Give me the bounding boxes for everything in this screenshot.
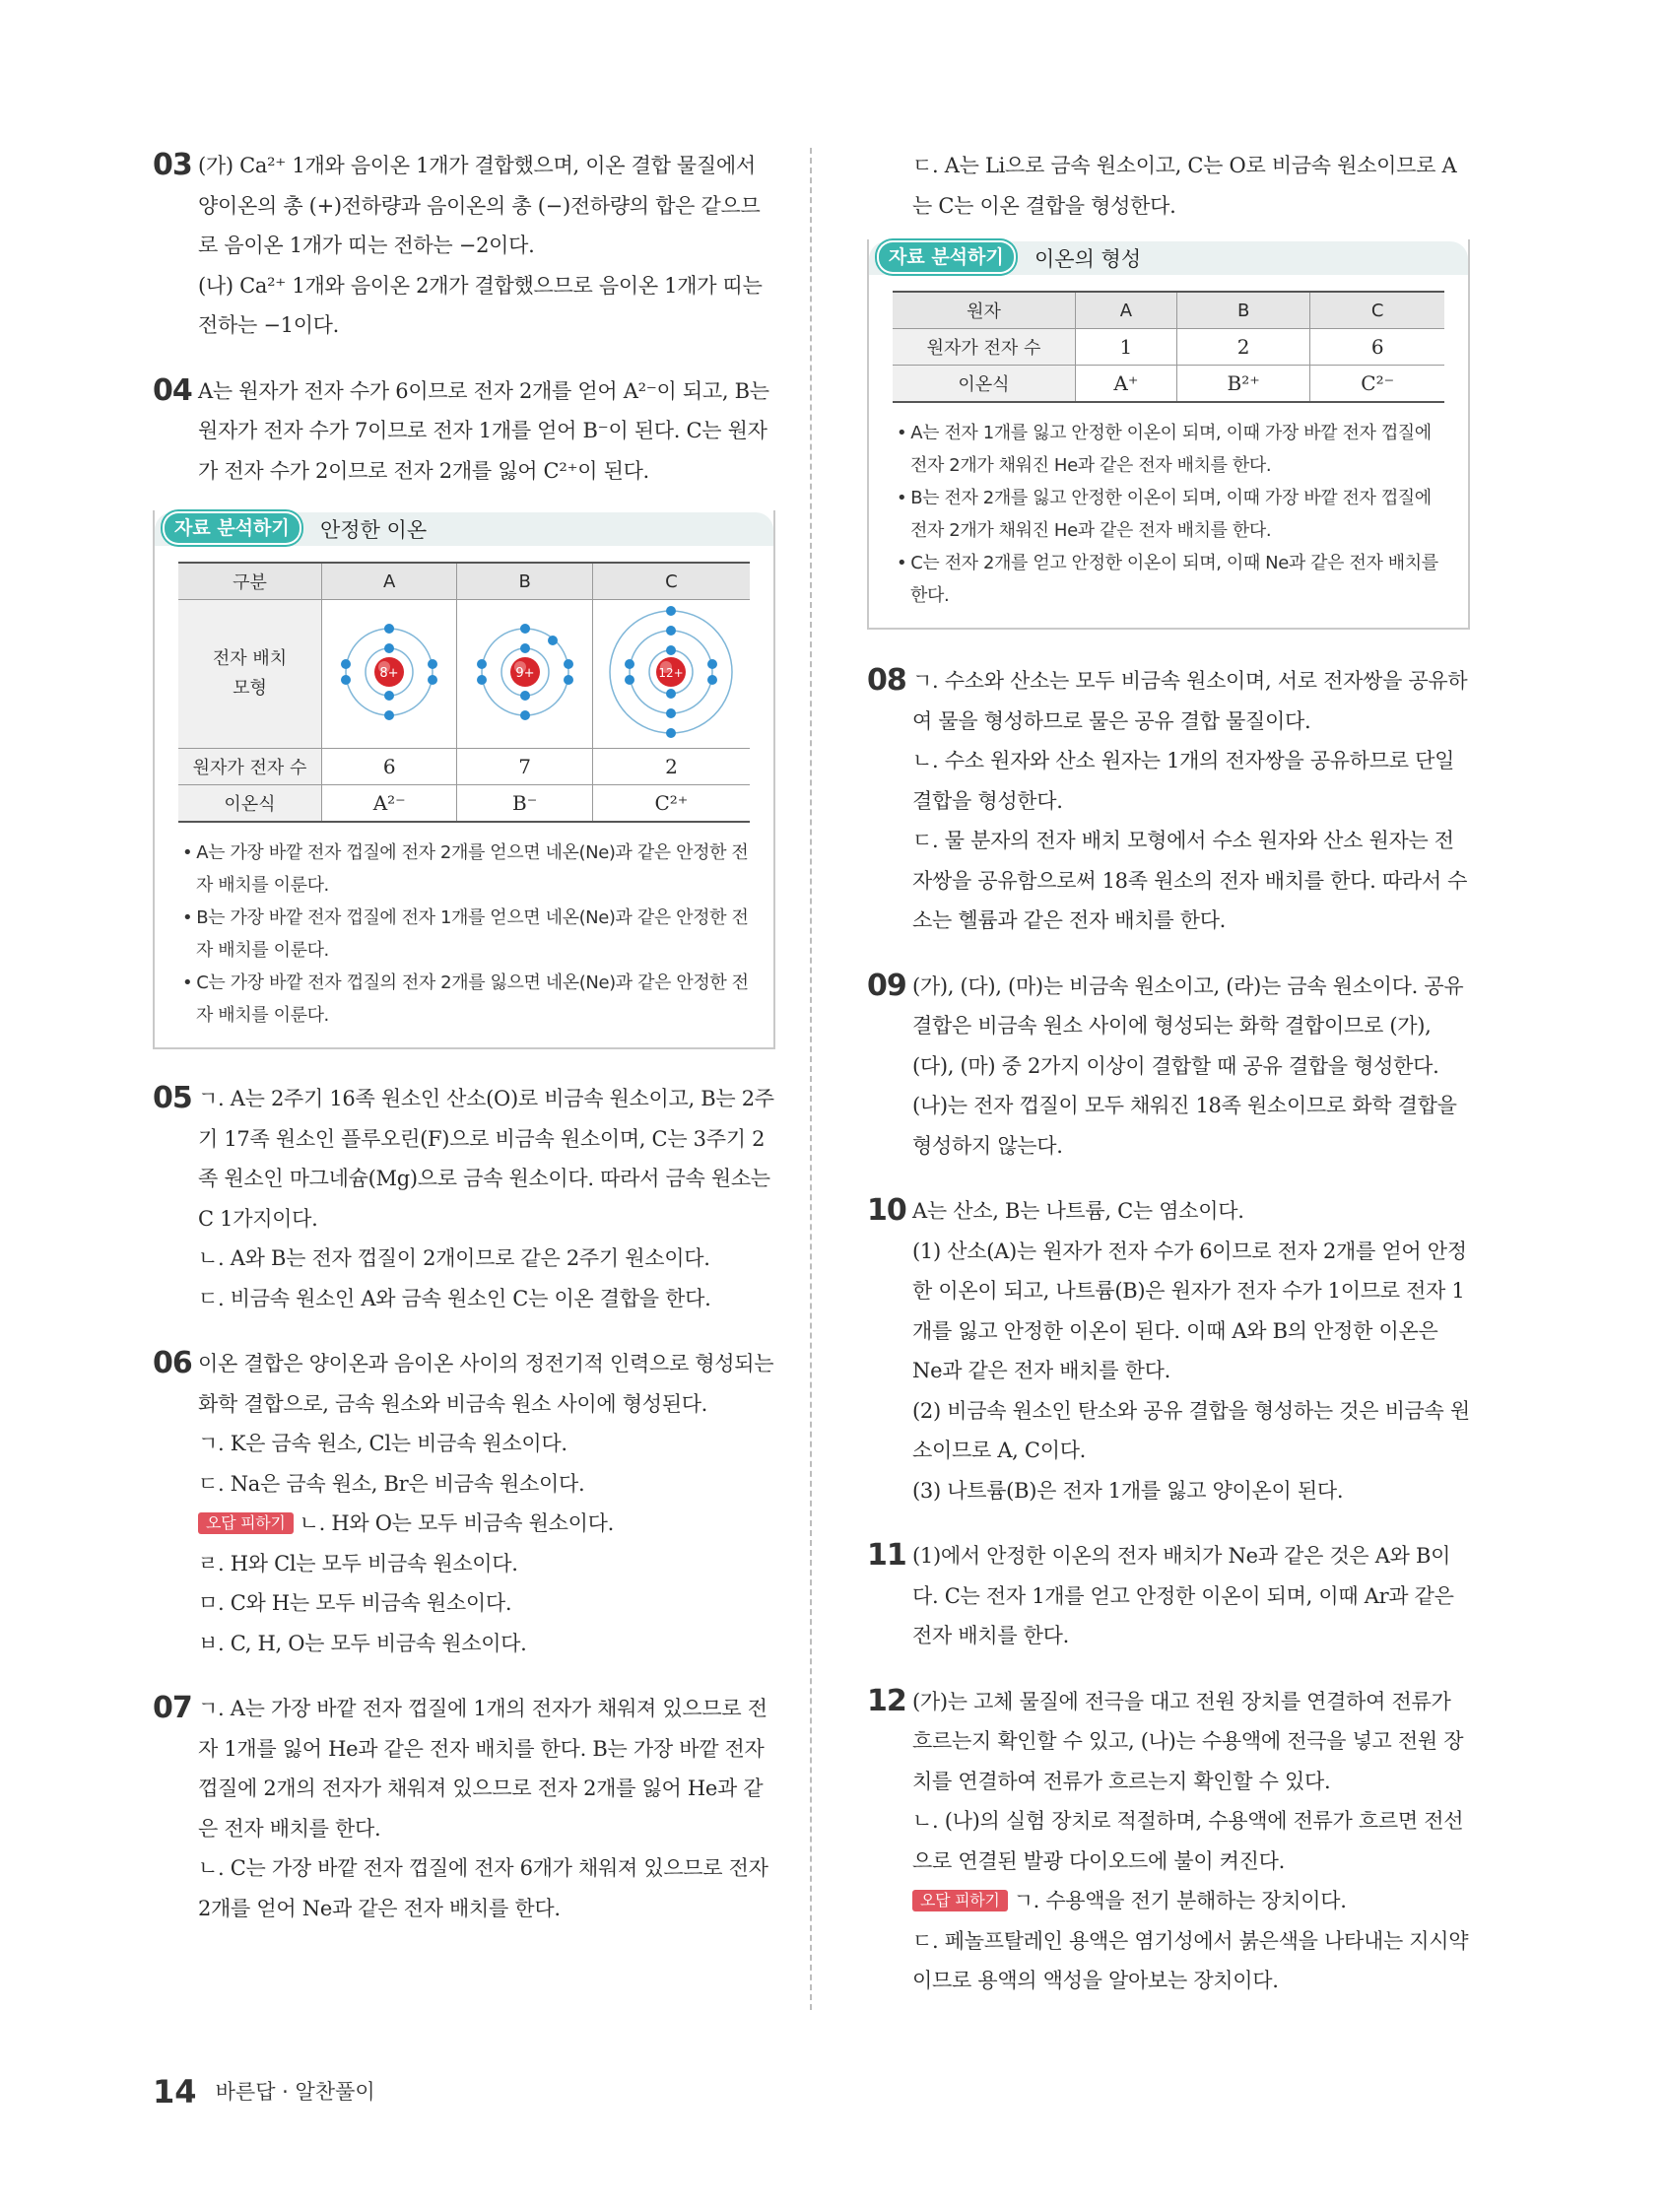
problem-11 [867,1536,1470,1656]
answer-text: ㄱ. A는 가장 바깥 전자 껍질에 1개의 전자가 채워져 있으므로 전자 1개를 잃어 He과 같은 전자 배치를 한다. B는 가장 바깥 전자 껍질에 2개의 전자가 채워져 있으므로 전자 2개를 잃어 He과 같은 전자 배치를 한다. [198,1697,767,1841]
problem-06 [153,1344,775,1663]
answer-text: A는 원자가 전자 수가 6이므로 전자 2개를 얻어 A²⁻이 되고, B는 원자가 전자 수가 7이므로 전자 1개를 얻어 B⁻이 된다. C는 원자가 전자 수가 2이므로 전자 2개를 잃어 C²⁺이 된다. [198,378,769,483]
atom-model-c [592,600,750,749]
wrong-answer-tag: 오답 피하기 [198,1512,294,1534]
table-header: 구분 [178,563,322,600]
analysis-note: • C는 가장 바깥 전자 껍질의 전자 2개를 잃으면 네온(Ne)과 같은 안정한 전자 배치를 이룬다. [178,967,750,1032]
analysis-note: • C는 전자 2개를 얻고 안정한 이온이 되며, 이때 Ne과 같은 전자 배치를 한다. [893,547,1444,612]
table-cell: B²⁺ [1176,366,1310,403]
left-column [153,146,775,1954]
problem-number: 04 [153,372,192,408]
problem-04 [153,371,775,492]
answer-text: (가)는 고체 물질에 전극을 대고 전원 장치를 연결하여 전류가 흐르는지 확인할 수 있고, (나)는 수용액에 전극을 넣고 전원 장치를 연결하여 전류가 흐르는지 확인할 수 있다. [912,1689,1464,1793]
problem-12 [867,1682,1470,2001]
problem-07 [153,1689,775,1928]
right-column [867,146,1470,2027]
analysis-note: • A는 가장 바깥 전자 껍질에 전자 2개를 얻으면 네온(Ne)과 같은 안정한 전자 배치를 이룬다. [178,837,750,902]
answer-text: ㄴ. C는 가장 바깥 전자 껍질에 전자 6개가 채워져 있으므로 전자 2개를 얻어 Ne과 같은 전자 배치를 한다. [198,1856,768,1920]
table-cell: 7 [457,749,592,785]
problem-number: 11 [867,1538,906,1573]
answer-text: ㄷ. 물 분자의 전자 배치 모형에서 수소 원자와 산소 원자는 전자쌍을 공유함으로써 18족 원소의 전자 배치를 한다. 따라서 수소는 헬륨과 같은 전자 배치를 한다. [912,829,1468,932]
row-label [178,600,322,749]
answer-text: ㄹ. H와 Cl는 모두 비금속 원소이다. [198,1551,518,1575]
analysis-note: • B는 가장 바깥 전자 껍질에 전자 1개를 얻으면 네온(Ne)과 같은 안정한 전자 배치를 이룬다. [178,902,750,967]
analysis-notes [178,837,750,1032]
answer-text: 이온 결합은 양이온과 음이온 사이의 정전기적 인력으로 형성되는 화학 결합으로, 금속 원소와 비금속 원소 사이에 형성된다. [198,1352,774,1416]
analysis-note: • A는 전자 1개를 잃고 안정한 이온이 되며, 이때 가장 바깥 전자 껍질에 전자 2개가 채워진 He과 같은 전자 배치를 한다. [893,417,1444,482]
table-cell: 1 [1076,329,1177,366]
problem-07-continued [867,146,1470,226]
table-cell: 6 [1310,329,1444,366]
answer-text: (1)에서 안정한 이온의 전자 배치가 Ne과 같은 것은 A와 B이다. C는 전자 1개를 얻고 안정한 이온이 되며, 이때 Ar과 같은 전자 배치를 한다. [912,1544,1454,1647]
problem-number: 10 [867,1193,906,1228]
problem-03 [153,146,775,346]
nucleus-label: 9+ [515,665,535,681]
wrong-answer-tag: 오답 피하기 [912,1890,1008,1911]
answer-text: ㄱ. K은 금속 원소, Cl는 비금속 원소이다. [198,1432,567,1455]
answer-text: ㅂ. C, H, O는 모두 비금속 원소이다. [198,1631,527,1655]
table-header: B [1176,292,1310,329]
row-label: 원자가 전자 수 [893,329,1076,366]
row-label: 이온식 [893,366,1076,403]
analysis-box-header [155,510,773,548]
table-header: 원자 [893,292,1076,329]
analysis-badge: 자료 분석하기 [165,513,300,543]
atom-diagram-icon [602,603,740,741]
table-header: C [592,563,750,600]
page-number: 14 [153,2073,197,2111]
ion-formation-table [893,291,1444,403]
electron-config-table [178,562,750,823]
atom-diagram-icon [466,613,584,731]
analysis-title: 이온의 형성 [1034,247,1142,271]
nucleus-label: 12+ [658,665,685,680]
analysis-note: • B는 전자 2개를 잃고 안정한 이온이 되며, 이때 가장 바깥 전자 껍질에 전자 2개가 채워진 He과 같은 전자 배치를 한다. [893,482,1444,547]
problem-number: 06 [153,1346,192,1380]
analysis-title: 안정한 이온 [320,518,428,542]
answer-text: ㄷ. A는 Li으로 금속 원소이고, C는 O로 비금속 원소이므로 A는 C는 이온 결합을 형성한다. [912,154,1457,218]
table-cell: B⁻ [457,785,592,823]
answer-text: (2) 비금속 원소인 탄소와 공유 결합을 형성하는 것은 비금속 원소이므로 A, C이다. [912,1398,1470,1462]
problem-05 [153,1079,775,1318]
answer-text: ㄱ. 수용액을 전기 분해하는 장치이다. [1013,1889,1347,1912]
table-header: A [322,563,457,600]
analysis-badge: 자료 분석하기 [879,242,1014,272]
answer-text: (나) Ca²⁺ 1개와 음이온 2개가 결합했으므로 음이온 1개가 띠는 전하는 −1이다. [198,273,763,337]
answer-text: ㄷ. 페놀프탈레인 용액은 염기성에서 붉은색을 나타내는 지시약이므로 용액의 액성을 알아보는 장치이다. [912,1928,1469,1992]
problem-number: 12 [867,1683,906,1718]
answer-text: (가), (다), (마)는 비금속 원소이고, (라)는 금속 원소이다. 공유 결합은 비금속 원소 사이에 형성되는 화학 결합이므로 (가), (다), (마) 중 2가지 이상이 결합할 때 공유 결합을 형성한다. (나)는 전자 껍질이 모두 채워진 18족 원소이므로 화학 결합을 형성하지 않는다. [912,973,1464,1158]
problem-08 [867,661,1470,941]
footer-label: 바른답 · 알찬풀이 [215,2080,375,2104]
answer-text: (3) 나트륨(B)은 전자 1개를 잃고 양이온이 된다. [912,1478,1344,1503]
atom-model-b [457,600,592,749]
table-header: A [1076,292,1177,329]
table-cell: C²⁻ [1310,366,1444,403]
wrong-answer-line [198,1504,775,1544]
answer-text: ㄱ. 수소와 산소는 모두 비금속 원소이며, 서로 전자쌍을 공유하여 물을 형성하므로 물은 공유 결합 물질이다. [912,669,1468,733]
answer-text: ㄱ. A는 2주기 16족 원소인 산소(O)로 비금속 원소이고, B는 2주기 17족 원소인 플루오린(F)으로 비금속 원소이며, C는 3주기 2족 원소인 마그네슘(Mg)으로 금속 원소이다. 따라서 금속 원소는 C 1가지이다. [198,1087,774,1231]
table-header: C [1310,292,1444,329]
answer-text: ㄷ. 비금속 원소인 A와 금속 원소인 C는 이온 결합을 한다. [198,1286,711,1310]
table-cell: A²⁻ [322,785,457,823]
answer-text: (가) Ca²⁺ 1개와 음이온 1개가 결합했으며, 이온 결합 물질에서 양이온의 총 (+)전하량과 음이온의 총 (−)전하량의 합은 같으므로 음이온 1개가 띠는 전하는 −2이다. [198,154,761,257]
analysis-box-header [869,239,1468,277]
row-label: 이온식 [178,785,322,823]
row-label-text: 전자 배치 모형 [212,648,288,699]
table-cell: 2 [1176,329,1310,366]
problem-number: 05 [153,1081,192,1115]
answer-text: ㄴ. H와 O는 모두 비금속 원소이다. [299,1511,614,1535]
analysis-box-stable-ions [153,510,775,1049]
answer-text: ㅁ. C와 H는 모두 비금속 원소이다. [198,1591,512,1615]
analysis-box-ion-formation [867,239,1470,630]
problem-09 [867,967,1470,1167]
column-divider [810,148,812,2010]
problem-number: 08 [867,663,906,698]
answer-text: ㄴ. 수소 원자와 산소 원자는 1개의 전자쌍을 공유하므로 단일 결합을 형성한다. [912,749,1455,813]
table-header: B [457,563,592,600]
table-cell: A⁺ [1076,366,1177,403]
table-cell: C²⁺ [592,785,750,823]
problem-number: 07 [153,1691,192,1725]
answer-text: A는 산소, B는 나트륨, C는 염소이다. [912,1199,1244,1223]
page-footer [153,2073,375,2111]
table-cell: 6 [322,749,457,785]
row-label: 원자가 전자 수 [178,749,322,785]
answer-text: ㄴ. (나)의 실험 장치로 적절하며, 수용액에 전류가 흐르면 전선으로 연결된 발광 다이오드에 불이 켜진다. [912,1809,1464,1873]
nucleus-label: 8+ [379,665,399,681]
answer-text: (1) 산소(A)는 원자가 전자 수가 6이므로 전자 2개를 얻어 안정한 이온이 되고, 나트륨(B)은 원자가 전자 수가 1이므로 전자 1개를 잃고 안정한 이온이 된다. 이때 A와 B의 안정한 이온은 Ne과 같은 전자 배치를 한다. [912,1239,1467,1382]
problem-10 [867,1191,1470,1510]
atom-diagram-icon [330,613,448,731]
problem-number: 03 [153,148,192,182]
answer-text: ㄴ. A와 B는 전자 껍질이 2개이므로 같은 2주기 원소이다. [198,1246,710,1270]
wrong-answer-line [912,1881,1470,1921]
analysis-notes [893,417,1444,612]
table-cell: 2 [592,749,750,785]
problem-number: 09 [867,968,906,1003]
answer-text: ㄷ. Na은 금속 원소, Br은 비금속 원소이다. [198,1471,585,1496]
atom-model-a [322,600,457,749]
